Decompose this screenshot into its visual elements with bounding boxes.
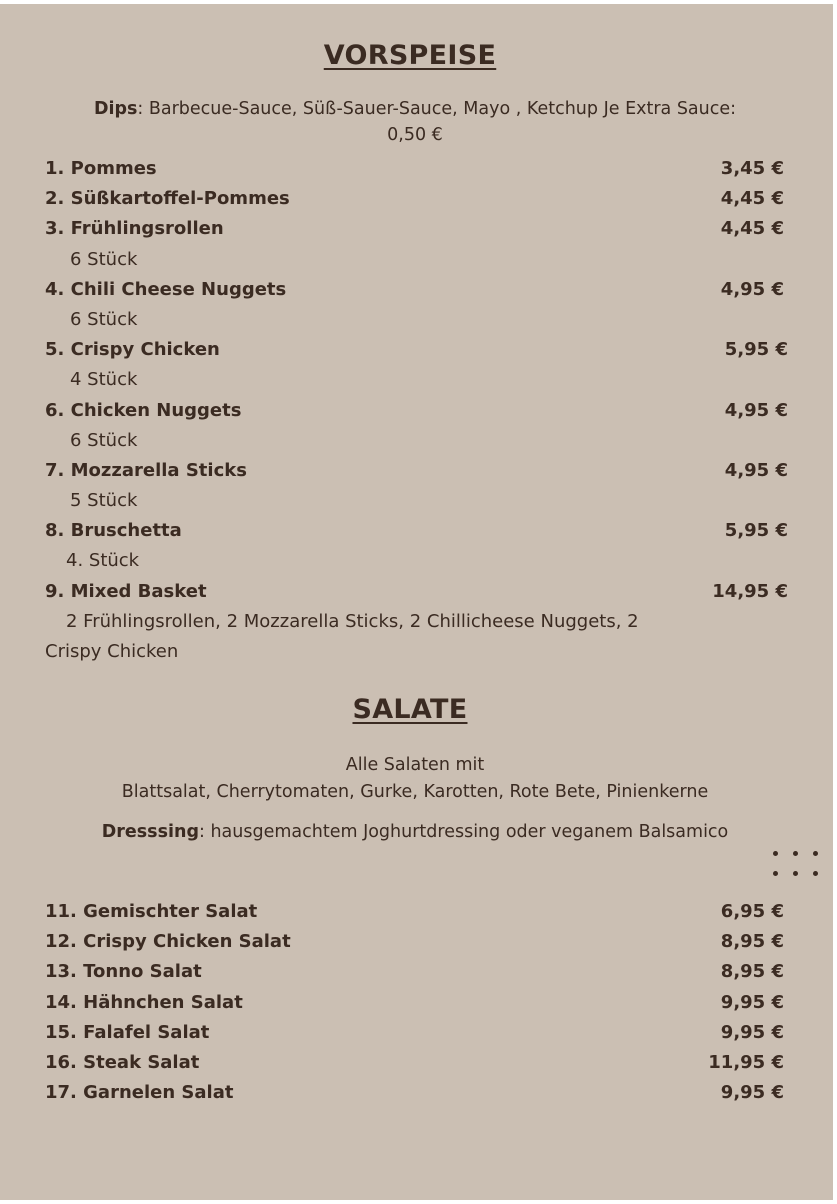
item-name: 14. Hähnchen Salat (45, 991, 243, 1013)
vorspeise-list (45, 154, 790, 667)
dips-price: 0,50 € (387, 125, 443, 145)
item-price: 8,95 € (720, 931, 784, 953)
salate-intro-line1: Alle Salaten mit (345, 755, 485, 775)
item-name: 2. Süßkartoffel-Pommes (45, 188, 290, 210)
item-name: 1. Pommes (45, 158, 157, 179)
menu-item (45, 154, 790, 184)
item-price: 11,95 € (708, 1051, 784, 1073)
salate-intro (0, 752, 830, 806)
menu-item (45, 1078, 790, 1108)
item-price: 9,95 € (720, 1082, 784, 1104)
item-name: 12. Crispy Chicken Salat (45, 931, 291, 953)
item-description: 6 Stück (70, 248, 138, 270)
salate-intro-line2: Blattsalat, Cherrytomaten, Gurke, Karotten, Rote Bete, Pinienkerne (121, 782, 709, 802)
item-name: 13. Tonno Salat (45, 961, 202, 983)
item-price: 4,45 € (720, 188, 784, 210)
item-price: 9,95 € (720, 1021, 784, 1043)
menu-item (45, 275, 790, 305)
menu-page (0, 4, 833, 1200)
item-description: 6 Stück (70, 429, 138, 451)
dips-note (0, 96, 830, 148)
item-name: 8. Bruschetta (45, 520, 182, 542)
item-price: 5,95 € (724, 339, 788, 361)
section-title-vorspeise: VORSPEISE (323, 40, 497, 71)
menu-item (45, 897, 790, 927)
item-name: 11. Gemischter Salat (45, 901, 258, 922)
dips-text: : Barbecue-Sauce, Süß-Sauer-Sauce, Mayo , Ketchup Je Extra Sauce: (137, 99, 737, 119)
item-price: 14,95 € (712, 580, 788, 602)
item-description: 4. Stück (66, 550, 140, 572)
item-name: 9. Mixed Basket (45, 580, 207, 602)
item-description: 5 Stück (70, 490, 138, 512)
menu-item (45, 988, 790, 1018)
menu-item (45, 577, 790, 607)
item-price: 8,95 € (720, 961, 784, 983)
menu-item (45, 456, 790, 486)
menu-item (45, 516, 790, 546)
item-name: 6. Chicken Nuggets (45, 399, 242, 421)
menu-item (45, 396, 790, 426)
menu-item (45, 184, 790, 214)
item-price: 4,95 € (724, 399, 788, 421)
menu-item (45, 1048, 790, 1078)
item-name: 17. Garnelen Salat (45, 1082, 234, 1104)
item-description: 4 Stück (70, 369, 138, 391)
menu-item (45, 214, 790, 244)
salate-list (45, 897, 790, 1108)
item-price: 4,95 € (720, 278, 784, 300)
item-name: 15. Falafel Salat (45, 1021, 210, 1043)
item-description: 2 Frühlingsrollen, 2 Mozzarella Sticks, 2 Chillicheese Nuggets, 2 Crispy Chicken (45, 610, 639, 663)
item-price: 9,95 € (720, 991, 784, 1013)
item-name: 3. Frühlingsrollen (45, 218, 224, 240)
section-title-salate: SALATE (352, 694, 468, 725)
dressing-text: : hausgemachtem Joghurtdressing oder veganem Balsamico (198, 822, 729, 842)
item-name: 4. Chili Cheese Nuggets (45, 278, 287, 300)
dressing-note (0, 819, 830, 845)
item-price: 4,45 € (720, 218, 784, 240)
menu-item (45, 927, 790, 957)
menu-item (45, 957, 790, 987)
item-description: 6 Stück (70, 308, 138, 330)
item-price: 6,95 € (720, 901, 784, 922)
menu-item (45, 335, 790, 365)
item-name: 16. Steak Salat (45, 1051, 200, 1073)
item-price: 5,95 € (724, 520, 788, 542)
item-name: 5. Crispy Chicken (45, 339, 220, 361)
item-price: 3,45 € (720, 158, 784, 179)
item-price: 4,95 € (724, 459, 788, 481)
dressing-label: Dresssing (101, 822, 199, 842)
dips-label: Dips (93, 99, 138, 119)
decorative-dots-icon (766, 845, 833, 885)
item-name: 7. Mozzarella Sticks (45, 459, 247, 481)
menu-item (45, 1018, 790, 1048)
